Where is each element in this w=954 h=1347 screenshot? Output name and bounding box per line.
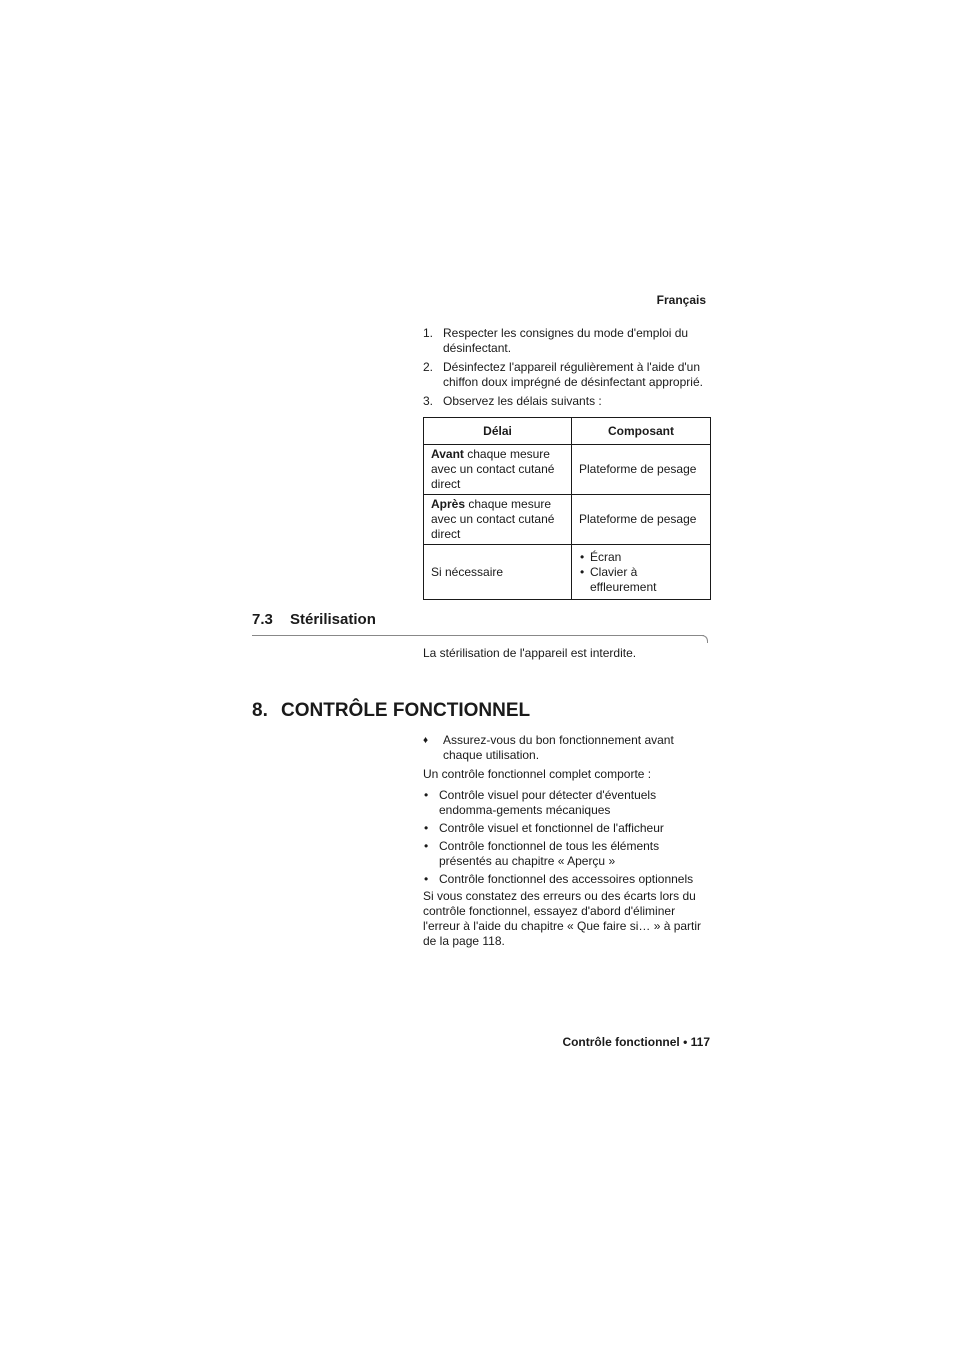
list-item: • Contrôle visuel et fonctionnel de l'afficheur: [423, 821, 715, 836]
step-number: 3.: [423, 394, 434, 408]
instruction-item: [423, 733, 713, 763]
list-item: • Écran: [579, 550, 704, 565]
delay-cell: [424, 445, 572, 495]
section-title: Stérilisation: [290, 611, 376, 628]
chapter-number: 8.: [252, 700, 268, 721]
functional-checks-list: [423, 788, 715, 890]
column-header-composant: Composant: [572, 418, 711, 445]
delay-cell: Si nécessaire: [424, 545, 572, 600]
chapter-title: CONTRÔLE FONCTIONNEL: [281, 700, 531, 721]
delay-cell: [424, 495, 572, 545]
component-list: [579, 550, 704, 595]
list-item: [423, 394, 713, 409]
step-number: 1.: [423, 326, 434, 340]
step-number: 2.: [423, 360, 434, 374]
list-item: [423, 326, 713, 356]
delay-text: chaque mesure avec un contact cutané direct: [431, 497, 555, 541]
step-text: Désinfectez l'appareil régulièrement à l'aide d'un chiffon doux imprégné de désinfectant approprié.: [443, 360, 703, 389]
table-row: [424, 545, 711, 600]
component-cell: Plateforme de pesage: [572, 495, 711, 545]
diamond-bullet-icon: ♦: [423, 735, 429, 746]
list-item: • Contrôle fonctionnel de tous les éléments présentés au chapitre « Aperçu »: [423, 839, 715, 869]
list-item: • Contrôle visuel pour détecter d'éventuels endomma-gements mécaniques: [423, 788, 715, 818]
column-header-delai: Délai: [424, 418, 572, 445]
component-cell: [572, 545, 711, 600]
list-item: • Contrôle fonctionnel des accessoires optionnels: [423, 872, 715, 887]
component-cell: Plateforme de pesage: [572, 445, 711, 495]
table-row: [424, 445, 711, 495]
list-item: • Clavier à effleurement: [579, 565, 704, 595]
section-heading-sterilisation: [252, 611, 376, 628]
delay-bold: Avant: [431, 447, 464, 461]
list-item: [423, 360, 713, 390]
section-divider: [252, 635, 704, 636]
disinfection-steps-list: [423, 326, 713, 413]
checks-intro: Un contrôle fonctionnel complet comporte :: [423, 767, 652, 781]
table-header-row: [424, 418, 711, 445]
section-number: 7.3: [252, 611, 273, 628]
step-text: Respecter les consignes du mode d'emploi du désinfectant.: [443, 326, 689, 355]
instruction-text: Assurez-vous du bon fonctionnement avant chaque utilisation.: [443, 733, 674, 762]
page-footer: Contrôle fonctionnel • 117: [562, 1035, 710, 1049]
delay-bold: Après: [431, 497, 466, 511]
closing-paragraph: Si vous constatez des erreurs ou des écarts lors du contrôle fonctionnel, essayez d'abord d'éliminer l'erreur à l'aide du chapitre « Que faire si… » à partir de la page 118.: [423, 889, 702, 948]
chapter-heading-controle-fonctionnel: [252, 700, 530, 722]
table-row: [424, 495, 711, 545]
disinfection-table: [423, 417, 711, 600]
divider-end-curve: [701, 635, 708, 643]
language-label: Français: [656, 293, 706, 307]
step-text: Observez les délais suivants :: [443, 394, 602, 408]
delay-text: chaque mesure avec un contact cutané direct: [431, 447, 555, 491]
sterilisation-text: La stérilisation de l'appareil est interdite.: [423, 646, 637, 660]
